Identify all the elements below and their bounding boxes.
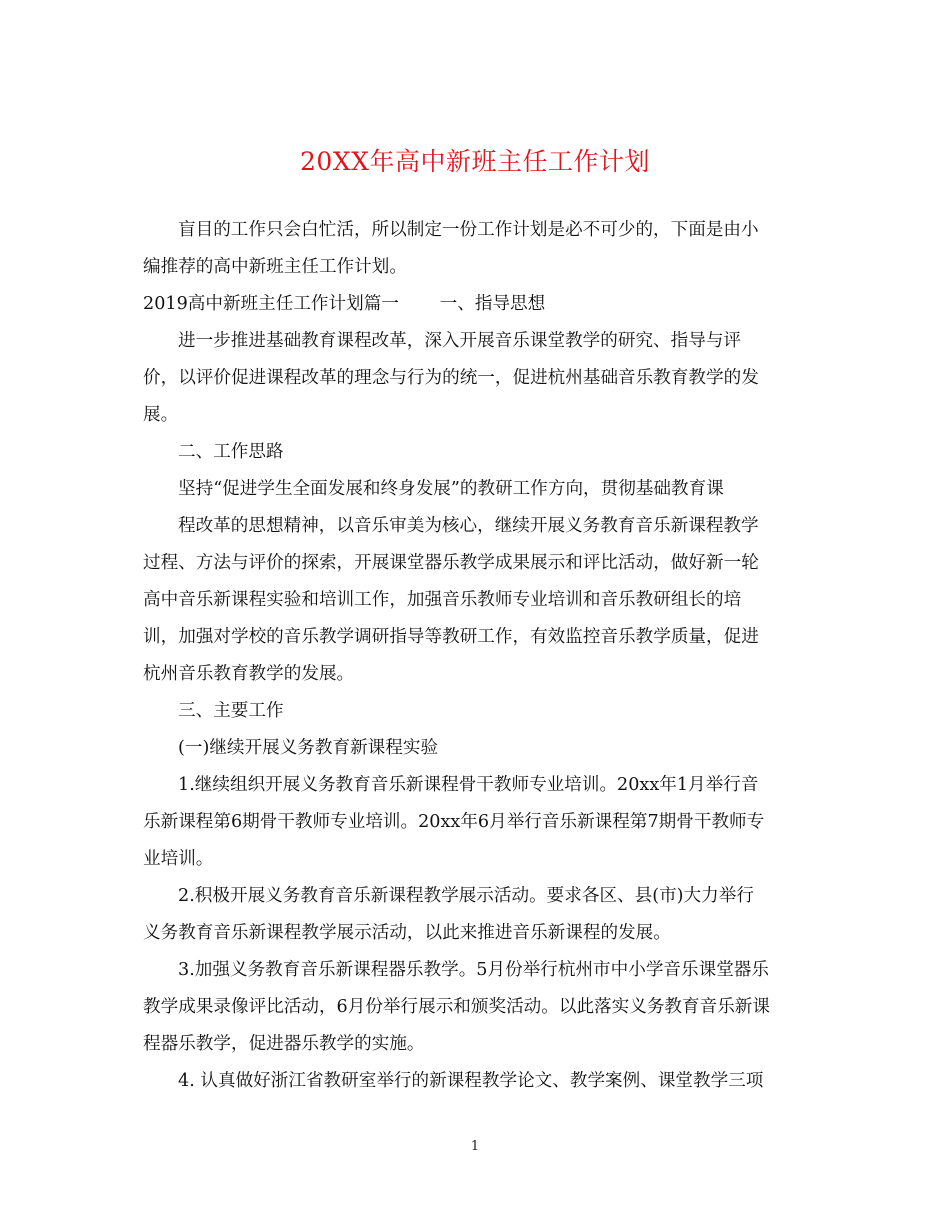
section-heading: 二、工作思路 bbox=[178, 442, 284, 462]
section-heading: 三、主要工作 bbox=[178, 701, 284, 721]
paragraph-line: 义务教育音乐新课程教学展示活动，以此来推进音乐新课程的发展。 bbox=[143, 923, 671, 943]
paragraph-line: 3.加强义务教育音乐新课程器乐教学。5月份举行杭州市中小学音乐课堂器乐 bbox=[178, 960, 769, 980]
paragraph-line: 杭州音乐教育教学的发展。 bbox=[143, 664, 355, 684]
paragraph-line: 盲目的工作只会白忙活，所以制定一份工作计划是必不可少的，下面是由小 bbox=[178, 220, 759, 240]
paragraph-line: 程改革的思想精神，以音乐审美为核心，继续开展义务教育音乐新课程教学 bbox=[178, 516, 759, 536]
paragraph-line: 展。 bbox=[143, 405, 179, 425]
document-title: 20XX年高中新班主任工作计划 bbox=[300, 147, 650, 176]
page-number: 1 bbox=[470, 1139, 480, 1154]
paragraph-line: 教学成果录像评比活动，6月份举行展示和颁奖活动。以此落实义务教育音乐新课 bbox=[143, 997, 770, 1017]
paragraph-line: 编推荐的高中新班主任工作计划。 bbox=[143, 257, 407, 277]
paragraph-line: 进一步推进基础教育课程改革，深入开展音乐课堂教学的研究、指导与评 bbox=[178, 331, 742, 351]
paragraph-line: 2.积极开展义务教育音乐新课程教学展示活动。要求各区、县(市)大力举行 bbox=[178, 886, 754, 906]
paragraph-line: 训，加强对学校的音乐教学调研指导等教研工作，有效监控音乐教学质量，促进 bbox=[143, 627, 759, 647]
subsection-heading: (一)继续开展义务教育新课程实验 bbox=[178, 738, 439, 758]
paragraph-line: 1.继续组织开展义务教育音乐新课程骨干教师专业培训。20xx年1月举行音 bbox=[178, 775, 759, 795]
paragraph-line: 4. 认真做好浙江省教研室举行的新课程教学论文、教学案例、课堂教学三项 bbox=[178, 1071, 764, 1091]
paragraph-line: 2019高中新班主任工作计划篇一 一、指导思想 bbox=[143, 294, 546, 314]
paragraph-line: 高中音乐新课程实验和培训工作，加强音乐教师专业培训和音乐教研组长的培 bbox=[143, 590, 742, 610]
paragraph-line: 坚持“促进学生全面发展和终身发展”的教研工作方向，贯彻基础教育课 bbox=[178, 479, 724, 499]
paragraph-line: 价，以评价促进课程改革的理念与行为的统一，促进杭州基础音乐教育教学的发 bbox=[143, 368, 759, 388]
paragraph-line: 业培训。 bbox=[143, 849, 214, 869]
paragraph-line: 过程、方法与评价的探索，开展课堂器乐教学成果展示和评比活动，做好新一轮 bbox=[143, 553, 759, 573]
document-body bbox=[143, 0, 823, 1230]
paragraph-line: 乐新课程第6期骨干教师专业培训。20xx年6月举行音乐新课程第7期骨干教师专 bbox=[143, 812, 765, 832]
paragraph-line: 程器乐教学，促进器乐教学的实施。 bbox=[143, 1034, 425, 1054]
